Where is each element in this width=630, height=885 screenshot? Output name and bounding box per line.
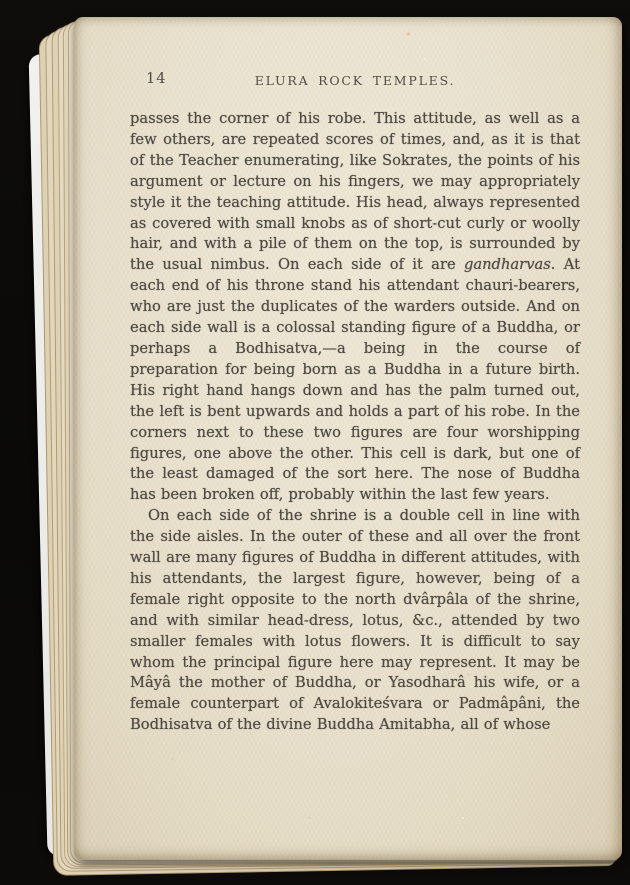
text-run: On each side of the shrine is a double cell in line with the side aisles. In the outer of these and all over the front wall are many figures of Buddha in different attitudes, with his attendants, the largest figure, however, being of a female right opposite to the north dvârpâla of the shrine, and with similar head-dress, lotus, &c., attended by two smaller females with lotus flowers. It is difficult to say whom the principal figure here may represent. It may be Mâyâ the mother of Buddha, or Yasodharâ his wife, or a female counterpart of Avalokiteśvara or Padmâpâni, the Bodhisatva of the divine Buddha Amitabha, all of whose bbox=[130, 507, 580, 734]
page-text bbox=[130, 109, 580, 736]
page-number: 14 bbox=[146, 71, 167, 87]
running-title: ELURA ROCK TEMPLES. bbox=[254, 73, 456, 88]
italic-term: gandharvas bbox=[463, 256, 551, 274]
text-run: . At each end of his throne stand his attendant chauri-bearers, who are just the duplicates of the warders outside. And on each side wall is a colossal standing figure of a Buddha, or perhaps a Bodhisatva,—a being in the course of preparation for being born as a Buddha in a future birth. His right hand hangs down and has the palm turned out, the left is bent upwards and holds a part of his robe. In the corners next to these two figures are four worshipping figures, one above the other. This cell is dark, but one of the least damaged of the sort here. The nose of Buddha has been broken off, probably within the last few years. bbox=[130, 256, 580, 504]
paragraph bbox=[130, 506, 580, 736]
book-page bbox=[74, 17, 622, 860]
paragraph bbox=[130, 109, 580, 506]
text-run: passes the corner of his robe. This attitude, as well as a few others, are repeated scores of times, and, as it is that of the Teacher enumerating, like Sokrates, the points of his argument or lecture on his fingers, we may appropriately style it the teaching attitude. His head, always represented as covered with small knobs as of short-cut curly or woolly hair, and with a pile of them on the top, is surrounded by the usual nimbus. On each side of it are bbox=[130, 110, 580, 274]
running-head bbox=[130, 71, 580, 91]
